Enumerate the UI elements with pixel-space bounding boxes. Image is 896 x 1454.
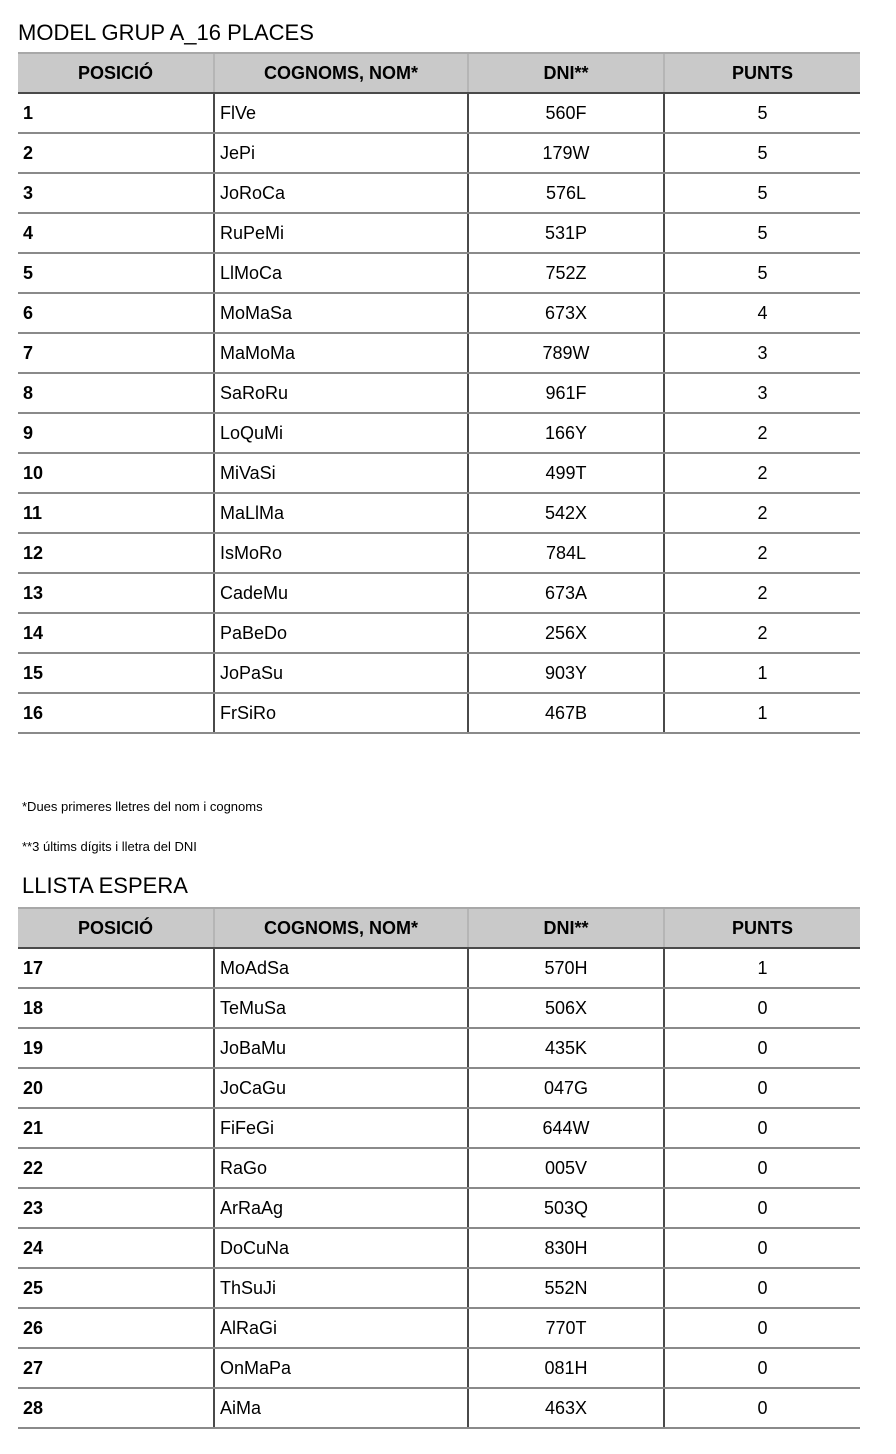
cell-dni: 570H xyxy=(468,948,664,988)
cell-position: 21 xyxy=(18,1108,214,1148)
cell-points: 5 xyxy=(664,173,860,213)
cell-name: SaRoRu xyxy=(214,373,468,413)
table-row xyxy=(18,453,860,493)
cell-points: 0 xyxy=(664,1228,860,1268)
cell-points: 0 xyxy=(664,1108,860,1148)
table-row xyxy=(18,613,860,653)
cell-name: OnMaPa xyxy=(214,1348,468,1388)
cell-points: 5 xyxy=(664,253,860,293)
cell-dni: 644W xyxy=(468,1108,664,1148)
cell-dni: 576L xyxy=(468,173,664,213)
cell-position: 13 xyxy=(18,573,214,613)
table-row xyxy=(18,133,860,173)
cell-dni: 047G xyxy=(468,1068,664,1108)
table-row xyxy=(18,1108,860,1148)
cell-position: 10 xyxy=(18,453,214,493)
cell-points: 1 xyxy=(664,693,860,733)
table-row xyxy=(18,1308,860,1348)
cell-name: JoRoCa xyxy=(214,173,468,213)
cell-position: 19 xyxy=(18,1028,214,1068)
table-row xyxy=(18,253,860,293)
cell-dni: 542X xyxy=(468,493,664,533)
cell-dni: 552N xyxy=(468,1268,664,1308)
cell-position: 24 xyxy=(18,1228,214,1268)
table-row xyxy=(18,533,860,573)
cell-position: 15 xyxy=(18,653,214,693)
cell-dni: 770T xyxy=(468,1308,664,1348)
cell-points: 2 xyxy=(664,493,860,533)
cell-name: JePi xyxy=(214,133,468,173)
cell-dni: 961F xyxy=(468,373,664,413)
cell-position: 17 xyxy=(18,948,214,988)
section-title-model-grup: MODEL GRUP A_16 PLACES xyxy=(18,20,314,45)
cell-position: 6 xyxy=(18,293,214,333)
cell-name: LlMoCa xyxy=(214,253,468,293)
cell-points: 0 xyxy=(664,1388,860,1428)
cell-position: 20 xyxy=(18,1068,214,1108)
header-dni: DNI** xyxy=(468,908,664,948)
cell-name: RuPeMi xyxy=(214,213,468,253)
cell-position: 12 xyxy=(18,533,214,573)
cell-position: 5 xyxy=(18,253,214,293)
cell-position: 1 xyxy=(18,93,214,133)
cell-position: 4 xyxy=(18,213,214,253)
cell-name: MoMaSa xyxy=(214,293,468,333)
cell-name: JoCaGu xyxy=(214,1068,468,1108)
cell-dni: 506X xyxy=(468,988,664,1028)
cell-position: 9 xyxy=(18,413,214,453)
footnote-name: *Dues primeres lletres del nom i cognoms xyxy=(22,799,263,814)
cell-points: 0 xyxy=(664,988,860,1028)
cell-position: 25 xyxy=(18,1268,214,1308)
cell-points: 1 xyxy=(664,653,860,693)
cell-points: 0 xyxy=(664,1028,860,1068)
cell-dni: 179W xyxy=(468,133,664,173)
cell-name: MoAdSa xyxy=(214,948,468,988)
cell-name: RaGo xyxy=(214,1148,468,1188)
cell-dni: 256X xyxy=(468,613,664,653)
cell-dni: 435K xyxy=(468,1028,664,1068)
cell-points: 2 xyxy=(664,453,860,493)
cell-name: CadeMu xyxy=(214,573,468,613)
cell-points: 0 xyxy=(664,1348,860,1388)
table-row xyxy=(18,413,860,453)
cell-name: IsMoRo xyxy=(214,533,468,573)
cell-points: 2 xyxy=(664,413,860,453)
cell-points: 2 xyxy=(664,613,860,653)
cell-position: 7 xyxy=(18,333,214,373)
cell-dni: 499T xyxy=(468,453,664,493)
table-row xyxy=(18,493,860,533)
cell-points: 1 xyxy=(664,948,860,988)
table-row xyxy=(18,1148,860,1188)
cell-points: 0 xyxy=(664,1148,860,1188)
cell-position: 3 xyxy=(18,173,214,213)
table-row xyxy=(18,93,860,133)
cell-dni: 673X xyxy=(468,293,664,333)
header-dni: DNI** xyxy=(468,53,664,93)
cell-name: TeMuSa xyxy=(214,988,468,1028)
table-row xyxy=(18,1228,860,1268)
cell-position: 8 xyxy=(18,373,214,413)
table-row xyxy=(18,1068,860,1108)
section-title-waiting-list: LLISTA ESPERA xyxy=(22,873,188,898)
waiting-list-table xyxy=(18,907,860,1429)
cell-points: 3 xyxy=(664,373,860,413)
cell-points: 2 xyxy=(664,533,860,573)
cell-points: 3 xyxy=(664,333,860,373)
cell-name: DoCuNa xyxy=(214,1228,468,1268)
table-row xyxy=(18,1028,860,1068)
table-row xyxy=(18,1188,860,1228)
header-points: PUNTS xyxy=(664,53,860,93)
header-points: PUNTS xyxy=(664,908,860,948)
cell-points: 0 xyxy=(664,1188,860,1228)
cell-name: AlRaGi xyxy=(214,1308,468,1348)
table-row xyxy=(18,333,860,373)
cell-name: ArRaAg xyxy=(214,1188,468,1228)
cell-name: MiVaSi xyxy=(214,453,468,493)
cell-points: 5 xyxy=(664,133,860,173)
cell-name: JoPaSu xyxy=(214,653,468,693)
cell-name: AiMa xyxy=(214,1388,468,1428)
header-name: COGNOMS, NOM* xyxy=(214,908,468,948)
table-row xyxy=(18,1268,860,1308)
cell-dni: 784L xyxy=(468,533,664,573)
cell-dni: 673A xyxy=(468,573,664,613)
header-name: COGNOMS, NOM* xyxy=(214,53,468,93)
cell-points: 0 xyxy=(664,1308,860,1348)
cell-points: 2 xyxy=(664,573,860,613)
cell-position: 18 xyxy=(18,988,214,1028)
cell-points: 0 xyxy=(664,1268,860,1308)
table-row xyxy=(18,988,860,1028)
header-position: POSICIÓ xyxy=(18,53,214,93)
cell-points: 4 xyxy=(664,293,860,333)
cell-points: 5 xyxy=(664,213,860,253)
footnote-dni: **3 últims dígits i lletra del DNI xyxy=(22,839,197,854)
cell-dni: 463X xyxy=(468,1388,664,1428)
cell-position: 22 xyxy=(18,1148,214,1188)
cell-name: FrSiRo xyxy=(214,693,468,733)
cell-dni: 560F xyxy=(468,93,664,133)
cell-position: 23 xyxy=(18,1188,214,1228)
places-table xyxy=(18,52,860,734)
cell-position: 28 xyxy=(18,1388,214,1428)
table-header-row xyxy=(18,53,860,93)
table-row xyxy=(18,693,860,733)
header-position: POSICIÓ xyxy=(18,908,214,948)
cell-name: JoBaMu xyxy=(214,1028,468,1068)
cell-name: MaLlMa xyxy=(214,493,468,533)
cell-position: 14 xyxy=(18,613,214,653)
cell-points: 0 xyxy=(664,1068,860,1108)
table-row xyxy=(18,653,860,693)
cell-dni: 752Z xyxy=(468,253,664,293)
table-row xyxy=(18,573,860,613)
table-row xyxy=(18,173,860,213)
table-row xyxy=(18,1388,860,1428)
table-row xyxy=(18,213,860,253)
cell-name: MaMoMa xyxy=(214,333,468,373)
table-row xyxy=(18,293,860,333)
cell-dni: 789W xyxy=(468,333,664,373)
cell-name: FiFeGi xyxy=(214,1108,468,1148)
cell-name: ThSuJi xyxy=(214,1268,468,1308)
cell-dni: 166Y xyxy=(468,413,664,453)
cell-name: LoQuMi xyxy=(214,413,468,453)
cell-position: 16 xyxy=(18,693,214,733)
cell-dni: 531P xyxy=(468,213,664,253)
cell-position: 11 xyxy=(18,493,214,533)
cell-points: 5 xyxy=(664,93,860,133)
cell-dni: 081H xyxy=(468,1348,664,1388)
table-row xyxy=(18,948,860,988)
table-row xyxy=(18,373,860,413)
cell-position: 26 xyxy=(18,1308,214,1348)
cell-dni: 503Q xyxy=(468,1188,664,1228)
cell-position: 2 xyxy=(18,133,214,173)
table-header-row xyxy=(18,908,860,948)
cell-name: PaBeDo xyxy=(214,613,468,653)
cell-name: FlVe xyxy=(214,93,468,133)
cell-dni: 005V xyxy=(468,1148,664,1188)
cell-dni: 467B xyxy=(468,693,664,733)
cell-position: 27 xyxy=(18,1348,214,1388)
cell-dni: 830H xyxy=(468,1228,664,1268)
table-row xyxy=(18,1348,860,1388)
cell-dni: 903Y xyxy=(468,653,664,693)
